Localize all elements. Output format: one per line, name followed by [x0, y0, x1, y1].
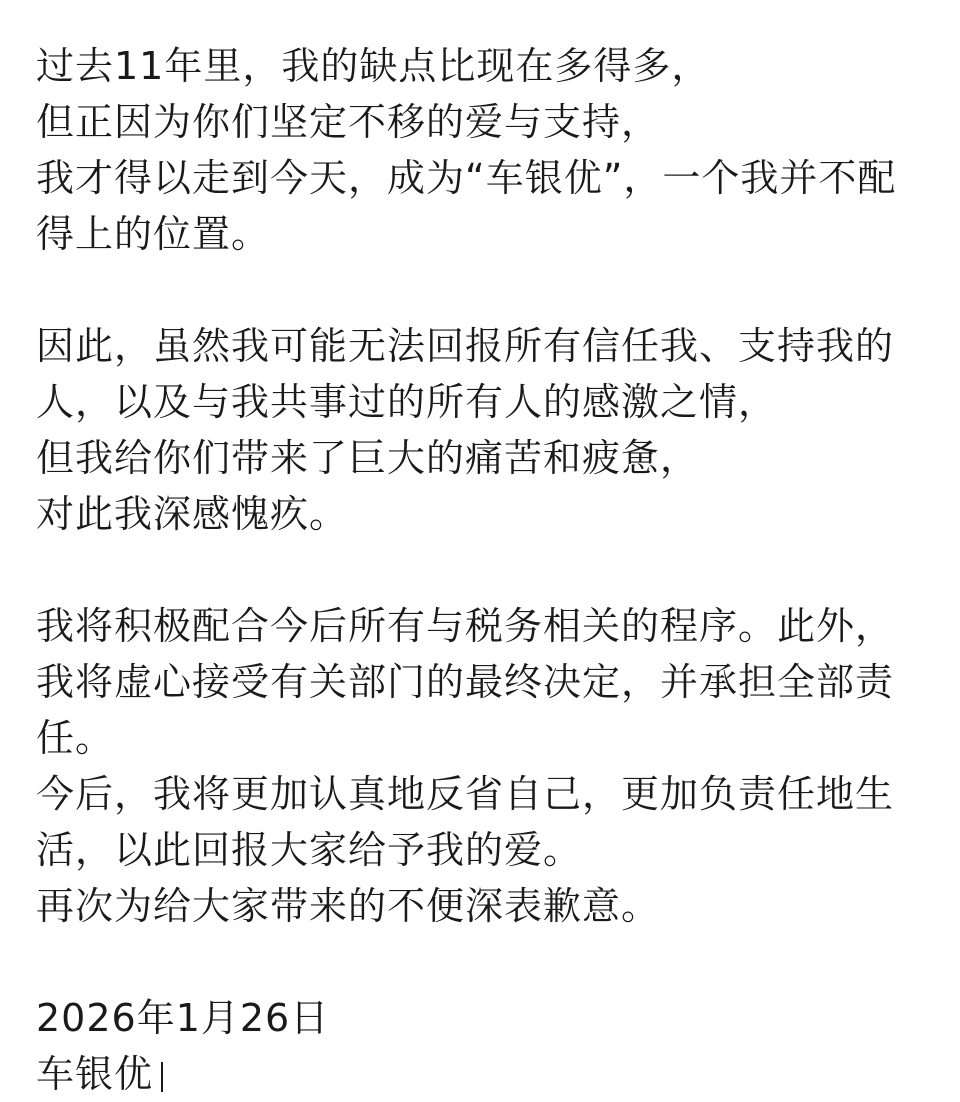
paragraph-gap [36, 542, 936, 598]
text-line: 我将积极配合今后所有与税务相关的程序。此外， [36, 604, 895, 648]
text-line: 今后，我将更加认真地反省自己，更加负责任地生 [36, 772, 895, 816]
text-line: 人，以及与我共事过的所有人的感激之情， [36, 380, 778, 424]
text-line: 再次为给大家带来的不便深表歉意。 [36, 884, 661, 928]
signature-line [36, 1046, 936, 1102]
paragraph-gap [36, 262, 936, 318]
text-cursor [161, 1062, 163, 1092]
text-line: 我才得以走到今天，成为“车银优”，一个我并不配 [36, 156, 897, 200]
paragraph-2 [36, 318, 936, 542]
text-line: 但我给你们带来了巨大的痛苦和疲惫， [36, 436, 700, 480]
paragraph-1 [36, 38, 936, 262]
text-line: 但正因为你们坚定不移的爱与支持， [36, 100, 661, 144]
signature: 车银优 [36, 1052, 154, 1096]
date-line: 2026年1月26日 [36, 996, 330, 1040]
text-line: 对此我深感愧疚。 [36, 492, 349, 536]
statement-document [36, 38, 936, 1102]
text-line: 任。 [36, 716, 115, 760]
text-line: 得上的位置。 [36, 212, 271, 256]
text-line: 我将虚心接受有关部门的最终决定，并承担全部责 [36, 660, 895, 704]
paragraph-gap [36, 934, 936, 990]
paragraph-3 [36, 598, 936, 934]
text-line: 因此，虽然我可能无法回报所有信任我、支持我的 [36, 324, 895, 368]
text-line: 活，以此回报大家给予我的爱。 [36, 828, 583, 872]
text-line: 过去11年里，我的缺点比现在多得多， [36, 44, 711, 88]
